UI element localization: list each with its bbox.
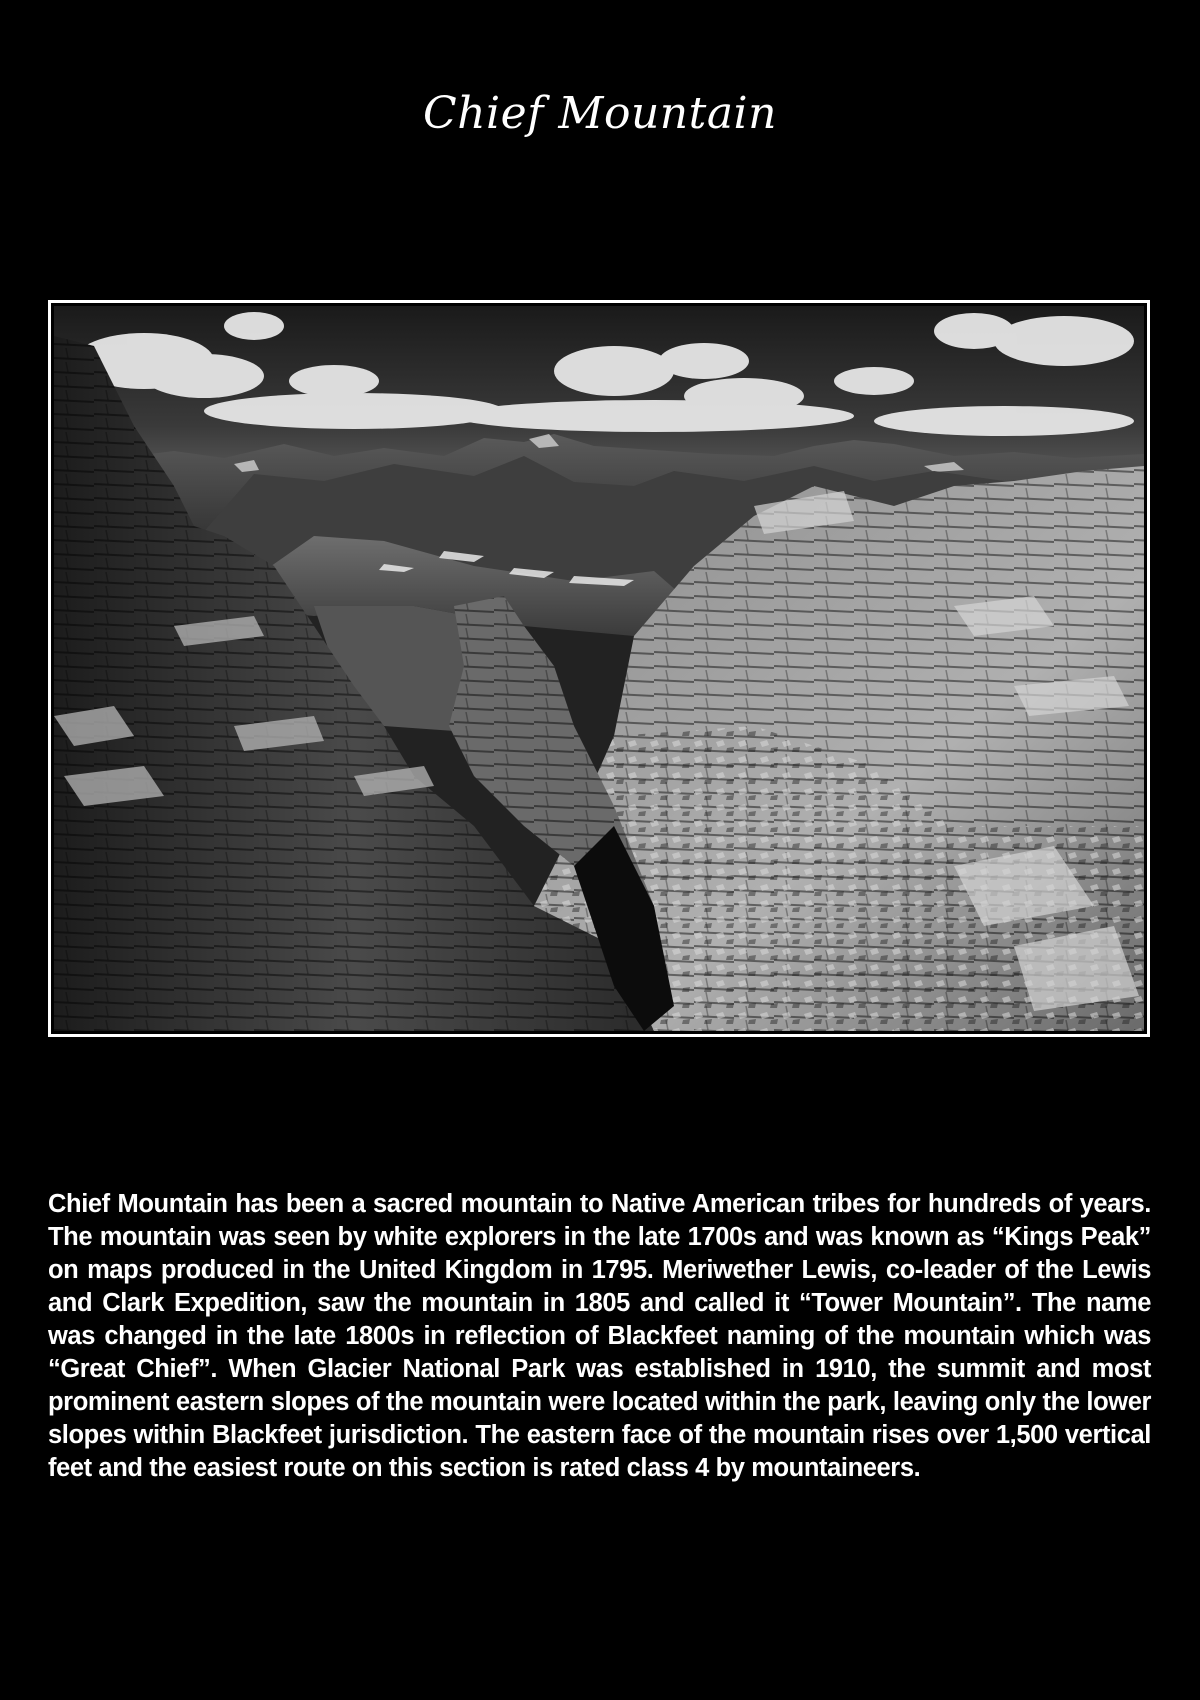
- photo-frame: [48, 300, 1150, 1037]
- description-paragraph: Chief Mountain has been a sacred mountain to Native American tribes for hundreds of years. The mountain was seen by white explorers in the late 1700s and was known as “Kings Peak” on maps produced in the United Kingdom in 1795. Meriwether Lewis, co-leader of the Lewis and Clark Expedition, saw the mountain in 1805 and called it “Tower Mountain”. The name was changed in the late 1800s in reflection of Blackfeet naming of the mountain which was “Great Chief”. When Glacier National Park was established in 1910, the summit and most prominent eastern slopes of the mountain were located within the park, leaving only the lower slopes within Blackfeet jurisdiction. The eastern face of the mountain rises over 1,500 vertical feet and the easiest route on this section is rated class 4 by mountaineers.: [48, 1190, 1151, 1482]
- page-title: Chief Mountain: [423, 88, 777, 139]
- mountain-photo: [54, 306, 1144, 1031]
